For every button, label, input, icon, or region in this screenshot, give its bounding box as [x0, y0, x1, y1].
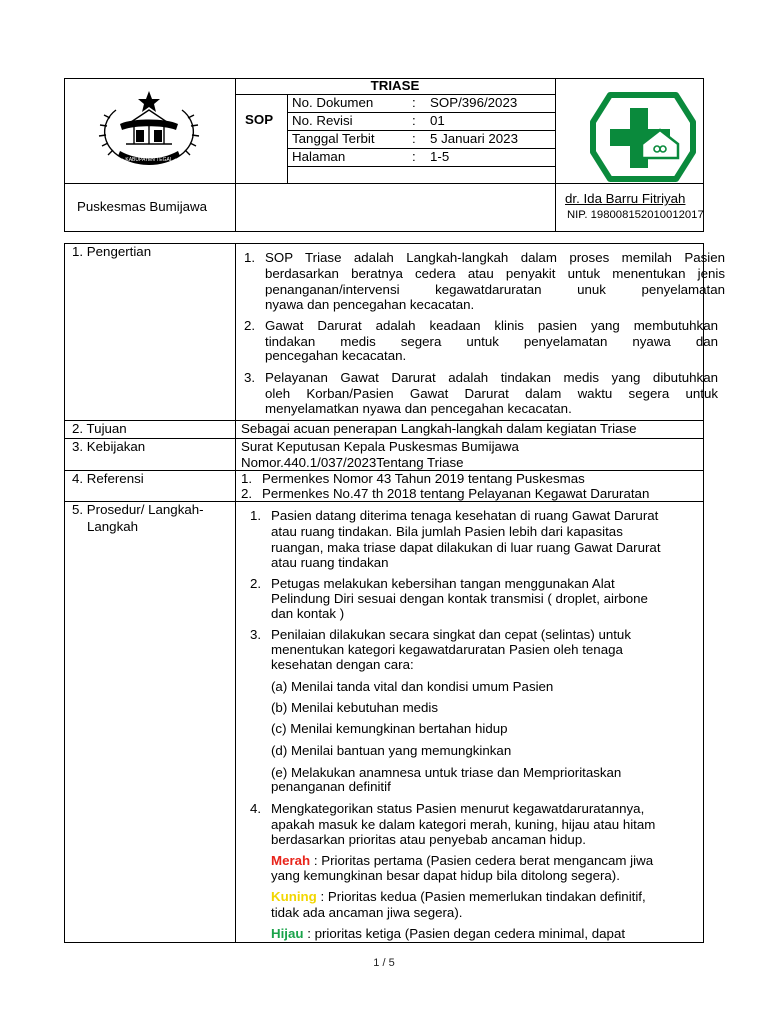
- list-line: nyawa dan pencegahan kecacatan.: [265, 297, 475, 312]
- list-line: Mengkategorikan status Pasien menurut kegawatdaruratannya,: [271, 801, 645, 816]
- kabupaten-emblem-logo: [96, 88, 202, 172]
- kuning-label: Kuning: [271, 889, 317, 904]
- hijau-label: Hijau: [271, 926, 304, 941]
- list-line: Pelindung Diri sesuai dengan kontak transmisi ( droplet, airbone: [271, 591, 648, 606]
- list-number: 1.: [241, 471, 253, 486]
- document-title: TRIASE: [370, 78, 420, 93]
- meta-value: 01: [430, 113, 445, 128]
- meta-label: No. Dokumen: [292, 95, 374, 110]
- kebijakan-line: Surat Keputusan Kepala Puskesmas Bumijawa: [241, 439, 519, 454]
- referensi-item: Permenkes No.47 th 2018 tentang Pelayanan Kegawat Daruratan: [262, 486, 650, 501]
- list-line: menentukan kategori kegawatdaruratan Pasien oleh tenaga: [271, 642, 623, 657]
- meta-value: SOP/396/2023: [430, 95, 518, 110]
- list-line: apakah masuk ke dalam kategori merah, kuning, hijau atau hitam: [271, 817, 656, 832]
- kebijakan-line: Nomor.440.1/037/2023Tentang Triase: [241, 455, 464, 470]
- meta-sep: :: [412, 95, 416, 110]
- signer-name: dr. Ida Barru Fitriyah: [565, 191, 686, 206]
- list-number: 3.: [250, 627, 262, 642]
- list-number: 2.: [250, 576, 262, 591]
- list-line: atau ruang tindakan: [271, 555, 389, 570]
- merah-label: Merah: [271, 853, 311, 868]
- triage-hijau: [271, 926, 625, 942]
- meta-sep: :: [412, 149, 416, 164]
- list-number: 1.: [244, 250, 256, 265]
- row-label-prosedur: 5. Prosedur/ Langkah-: [72, 502, 204, 517]
- triage-kuning: [271, 889, 646, 905]
- meta-label: Tanggal Terbit: [292, 131, 375, 146]
- list-number: 3.: [244, 370, 256, 385]
- list-line: Pasien datang diterima tenaga kesehatan di ruang Gawat Darurat: [271, 508, 659, 523]
- list-line: penanganan/intervensi kegawatdaruratan unuk penyelamatan: [265, 282, 725, 297]
- list-number: 2.: [244, 318, 256, 333]
- sub-item: (a) Menilai tanda vital dan kondisi umum Pasien: [271, 679, 554, 694]
- list-line: SOP Triase adalah Langkah-langkah dalam proses memilah Pasien: [265, 250, 725, 265]
- referensi-item: Permenkes Nomor 43 Tahun 2019 tentang Puskesmas: [262, 471, 585, 486]
- sub-item: (d) Menilai bantuan yang memungkinkan: [271, 743, 512, 758]
- row-label-referensi: 4. Referensi: [72, 471, 144, 486]
- list-number: 2.: [241, 486, 253, 501]
- sop-label: SOP: [245, 112, 274, 127]
- row-label-prosedur-cont: Langkah: [87, 519, 139, 534]
- sub-item: (b) Menilai kebutuhan medis: [271, 700, 439, 715]
- row-label-tujuan: 2. Tujuan: [72, 421, 127, 436]
- list-line: berdasarkan prioritas atau penyebab ancaman hidup.: [271, 832, 586, 847]
- meta-sep: :: [412, 113, 416, 128]
- sub-item: penanganan definitif: [271, 779, 391, 794]
- puskesmas-logo: [590, 92, 696, 182]
- kuning-desc: : Prioritas kedua (Pasien memerlukan tindakan definitif,: [316, 889, 646, 904]
- list-line: pencegahan kecacatan.: [265, 348, 407, 363]
- list-line: berdasarkan beratnya cedera atau penyakit untuk menentukan jenis: [265, 266, 725, 281]
- sub-item: (e) Melakukan anamnesa untuk triase dan Memprioritaskan: [271, 765, 622, 780]
- list-line: oleh Korban/Pasien Gawat Darurat dalam waktu segera untuk: [265, 386, 718, 401]
- meta-sep: :: [412, 131, 416, 146]
- tujuan-text: Sebagai acuan penerapan Langkah-langkah dalam kegiatan Triase: [241, 421, 637, 436]
- list-line: ruangan, maka triase dapat dilakukan di luar ruang Gawat Darurat: [271, 540, 661, 555]
- list-line: Penilaian dilakukan secara singkat dan cepat (selintas) untuk: [271, 627, 631, 642]
- merah-desc: : Prioritas pertama (Pasien cedera berat mengancam jiwa: [310, 853, 654, 868]
- list-line: menyelamatkan nyawa dan pencegahan kecacatan.: [265, 401, 572, 416]
- list-number: 4.: [250, 801, 262, 816]
- list-line: dan kontak ): [271, 606, 345, 621]
- hijau-desc: : prioritas ketiga (Pasien degan cedera minimal, dapat: [303, 926, 626, 941]
- page-number: 1 / 5: [373, 957, 395, 969]
- list-line: Petugas melakukan kebersihan tangan menggunakan Alat: [271, 576, 615, 591]
- list-number: 1.: [250, 508, 262, 523]
- emblem-caption: KABUPATEN TEGAL: [125, 157, 173, 163]
- row-label-kebijakan: 3. Kebijakan: [72, 439, 146, 454]
- row-label-pengertian: 1. Pengertian: [72, 244, 152, 259]
- signer-nip: NIP. 198008152010012017: [567, 209, 704, 221]
- list-line: atau ruang tindakan. Bila jumlah Pasien lebih dari kapasitas: [271, 524, 623, 539]
- sub-item: (c) Menilai kemungkinan bertahan hidup: [271, 721, 508, 736]
- meta-label: No. Revisi: [292, 113, 353, 128]
- meta-value: 5 Januari 2023: [430, 131, 518, 146]
- kuning-desc-cont: tidak ada ancaman jiwa segera).: [271, 905, 463, 920]
- list-line: kesehatan dengan cara:: [271, 657, 414, 672]
- meta-value: 1-5: [430, 149, 450, 164]
- list-line: Pelayanan Gawat Darurat adalah tindakan medis yang dibutuhkan: [265, 370, 718, 385]
- list-line: Gawat Darurat adalah keadaan klinis pasien yang membutuhkan: [265, 318, 718, 333]
- list-line: tindakan medis segera untuk penyelamatan nyawa dan: [265, 334, 718, 349]
- meta-label: Halaman: [292, 149, 346, 164]
- triage-merah: [271, 853, 653, 869]
- org-name: Puskesmas Bumijawa: [77, 199, 208, 214]
- merah-desc-cont: yang kemungkinan besar dapat hidup bila ditolong segera).: [271, 868, 620, 883]
